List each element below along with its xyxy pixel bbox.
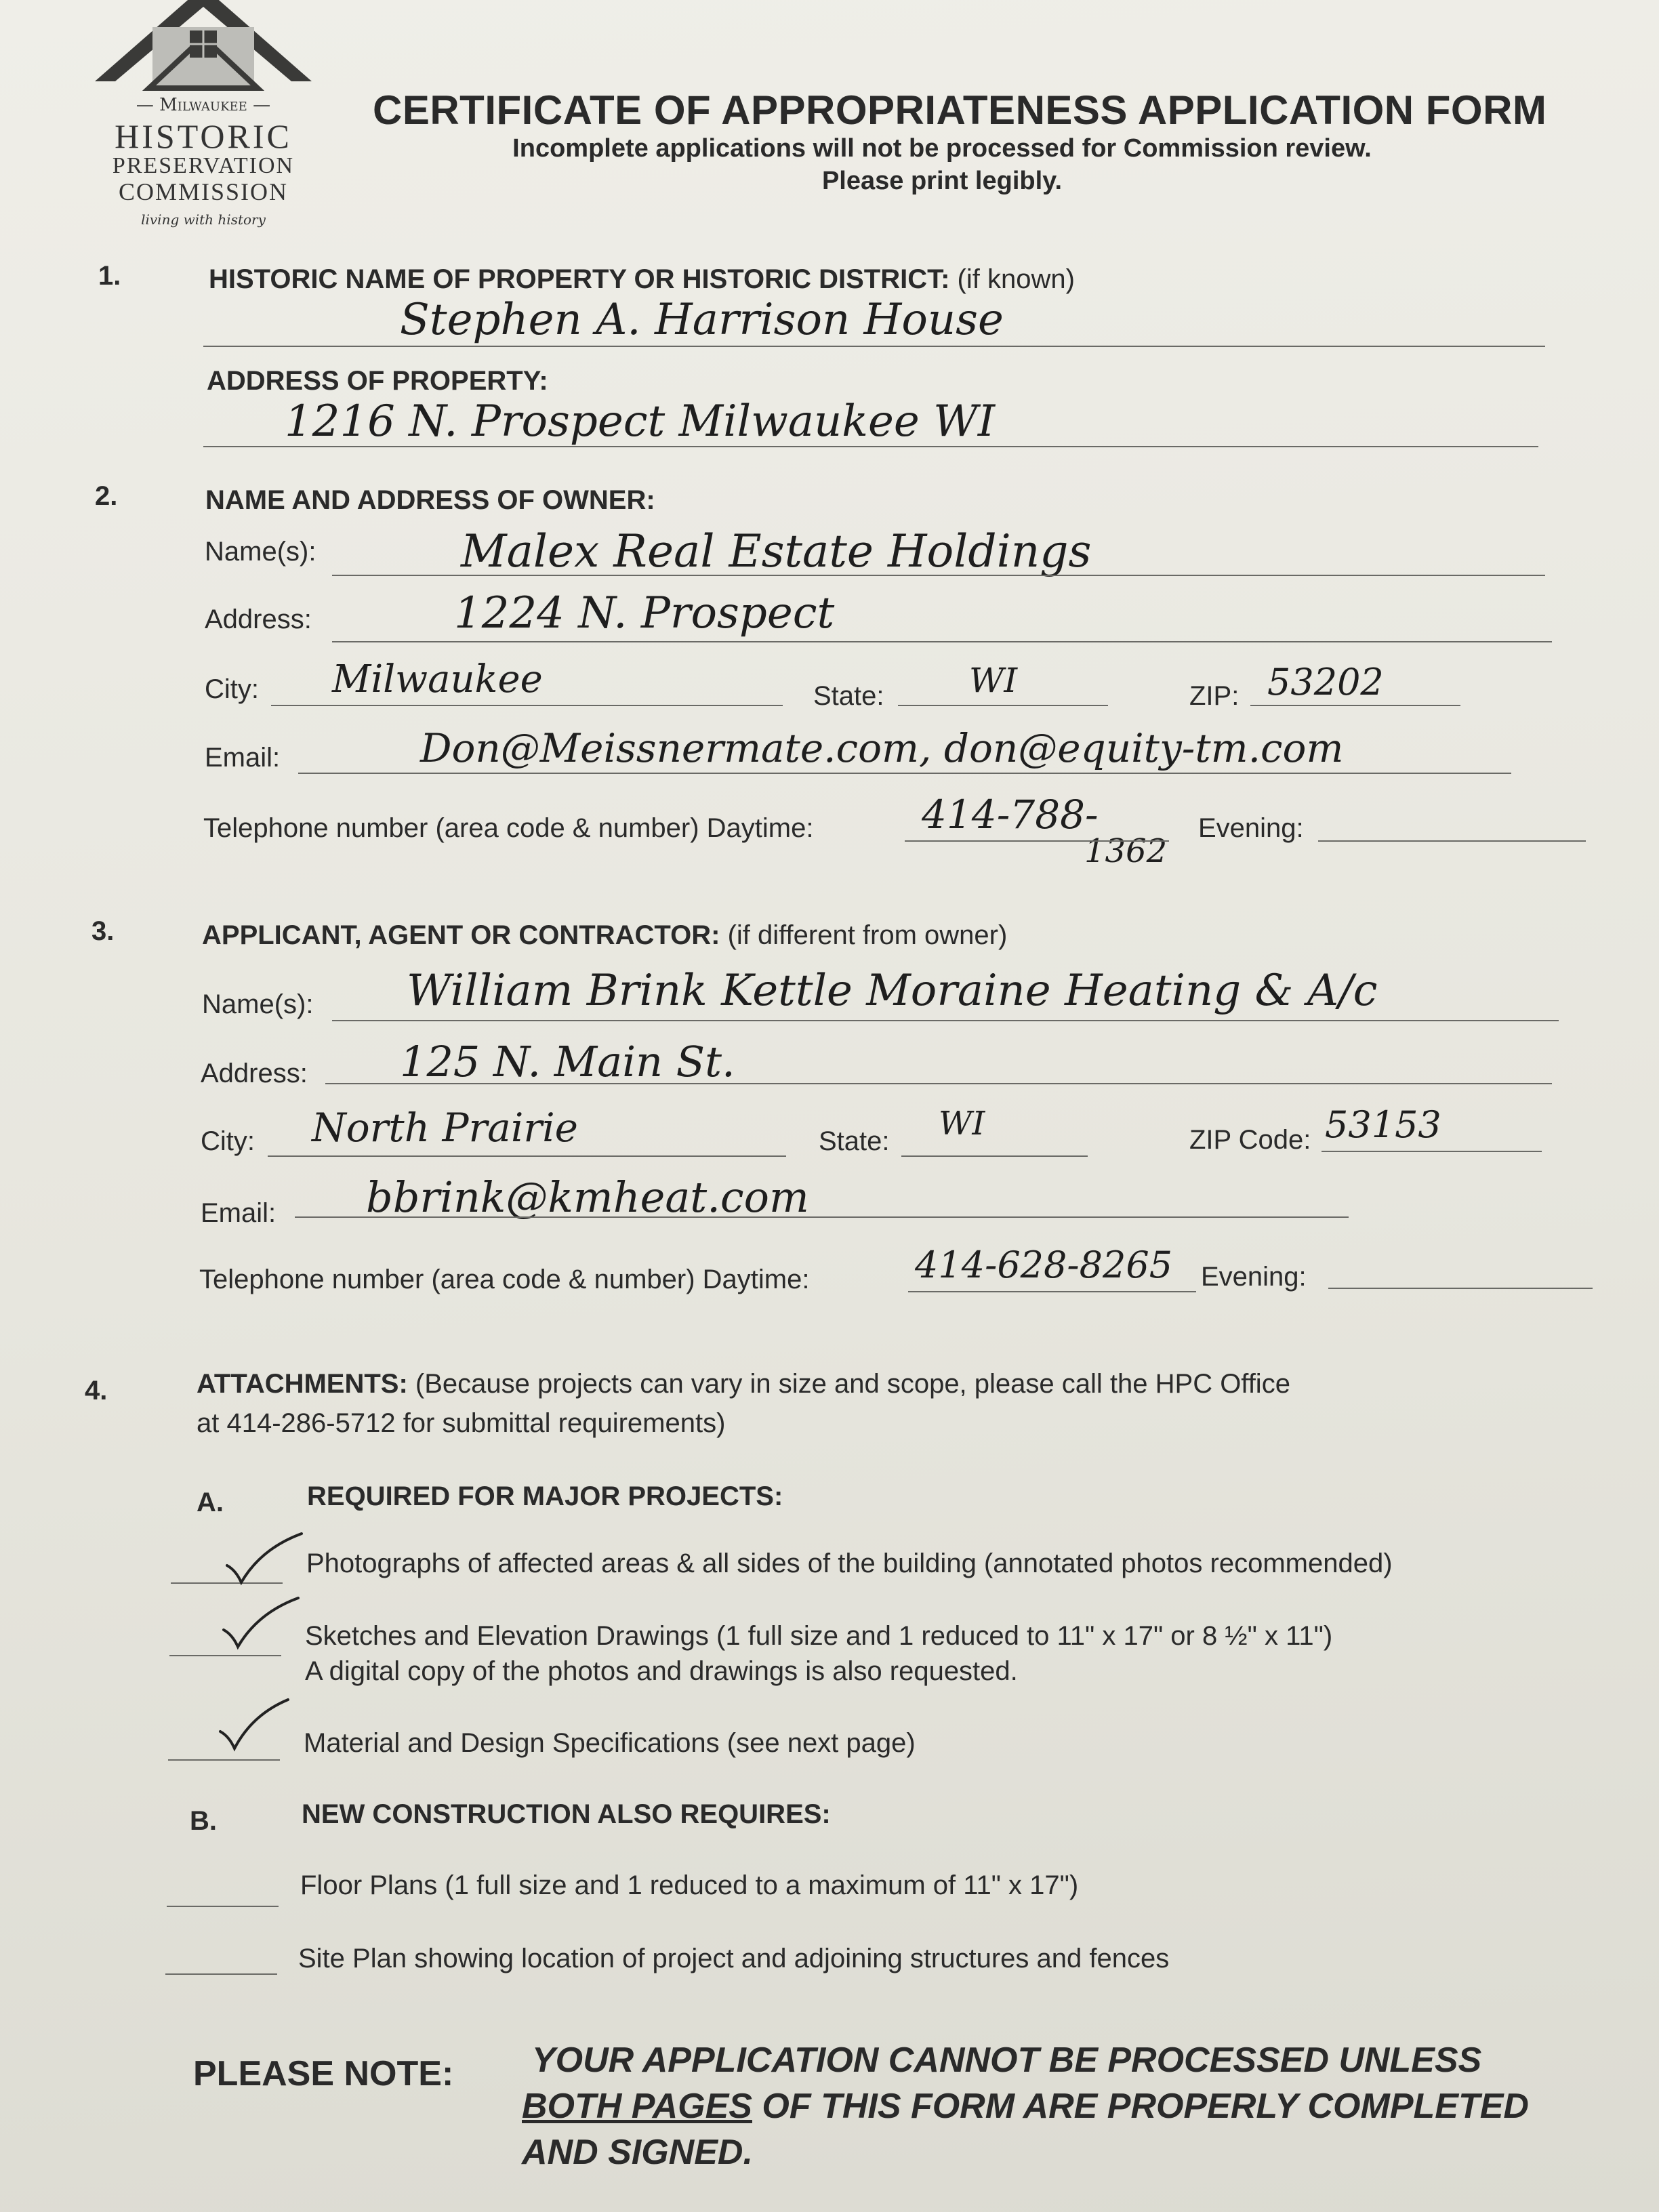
applicant-email-label: Email: [201, 1198, 276, 1228]
logo-city: — Milwaukee — [136, 95, 271, 115]
applicant-zip-line [1322, 1151, 1542, 1152]
owner-city-line [271, 705, 783, 706]
owner-name-label: Name(s): [205, 537, 316, 567]
owner-zip-label: ZIP: [1189, 681, 1240, 711]
owner-evening-line [1318, 840, 1586, 842]
applicant-phone-label: Telephone number (area code & number) Daytime: [199, 1265, 810, 1294]
applicant-name-value[interactable]: William Brink Kettle Moraine Heating & A/c [407, 966, 1378, 1016]
logo-historic: HISTORIC [115, 117, 292, 155]
applicant-phone-value[interactable]: 414-628-8265 [915, 1244, 1173, 1286]
property-address-label: ADDRESS OF PROPERTY: [207, 366, 548, 396]
owner-city-label: City: [205, 674, 259, 704]
photographs-item: Photographs of affected areas & all sides of the building (annotated photos recommended) [306, 1549, 1393, 1578]
section-2-number: 2. [95, 481, 118, 511]
part-a-heading: REQUIRED FOR MAJOR PROJECTS: [307, 1481, 783, 1511]
materials-check-icon [217, 1694, 291, 1755]
applicant-evening-line [1328, 1288, 1593, 1289]
form-subtitle-1: Incomplete applications will not be processed for Commission review. [512, 134, 1372, 163]
section-4-heading-text: ATTACHMENTS: [197, 1369, 408, 1399]
section-3-heading [202, 920, 1007, 951]
photographs-check-icon [224, 1528, 305, 1589]
part-b-letter: B. [190, 1806, 217, 1836]
owner-email-label: Email: [205, 743, 281, 773]
part-a-letter: A. [197, 1488, 224, 1517]
section-4-number: 4. [85, 1376, 108, 1406]
owner-email-value[interactable]: Don@Meissnermate.com, don@equity-tm.com [420, 725, 1344, 771]
owner-city-value[interactable]: Milwaukee [332, 657, 543, 701]
part-b-heading: NEW CONSTRUCTION ALSO REQUIRES: [302, 1799, 831, 1829]
applicant-phone-line [908, 1291, 1196, 1292]
floor-plans-blank[interactable] [167, 1906, 279, 1907]
logo-preservation: PRESERVATION [112, 153, 295, 178]
section-4-heading-note: (Because projects can vary in size and scope, please call the HPC Office [415, 1369, 1290, 1399]
sketches-check-icon [220, 1593, 302, 1654]
applicant-address-value[interactable]: 125 N. Main St. [400, 1037, 735, 1086]
section-1-heading [209, 264, 1075, 295]
owner-zip-line [1250, 705, 1460, 706]
sketches-item: Sketches and Elevation Drawings (1 full size and 1 reduced to 11" x 17" or 8 ½" x 11") [305, 1621, 1333, 1651]
please-note-line-3: AND SIGNED. [522, 2133, 753, 2172]
please-note-line-1: YOUR APPLICATION CANNOT BE PROCESSED UNLESS [532, 2041, 1482, 2080]
owner-email-line [298, 773, 1511, 774]
section-4-heading-note-2: at 414-286-5712 for submittal requirements) [197, 1408, 726, 1438]
applicant-city-label: City: [201, 1126, 255, 1156]
applicant-zip-value[interactable]: 53153 [1325, 1103, 1441, 1146]
section-1-heading-text: HISTORIC NAME OF PROPERTY OR HISTORIC DISTRICT: [209, 264, 950, 294]
materials-blank[interactable] [168, 1759, 280, 1761]
both-pages-emphasis: BOTH PAGES [522, 2087, 752, 2126]
applicant-address-line [325, 1083, 1552, 1084]
applicant-zip-label: ZIP Code: [1189, 1125, 1311, 1155]
applicant-email-value[interactable]: bbrink@kmheat.com [366, 1172, 809, 1222]
property-address-line [203, 446, 1538, 447]
logo-tagline: living with history [141, 211, 266, 228]
section-4-heading [197, 1369, 1290, 1399]
section-3-heading-note: (if different from owner) [727, 920, 1008, 950]
owner-phone-value[interactable]: 414-788- [922, 792, 1099, 838]
materials-item: Material and Design Specifications (see next page) [304, 1728, 916, 1758]
applicant-address-label: Address: [201, 1059, 308, 1088]
applicant-email-line [295, 1216, 1349, 1218]
owner-name-value[interactable]: Malex Real Estate Holdings [461, 525, 1092, 577]
property-address-value[interactable]: 1216 N. Prospect Milwaukee WI [285, 396, 996, 447]
house-roof-icon [88, 0, 319, 102]
section-1-number: 1. [98, 261, 121, 291]
site-plan-item: Site Plan showing location of project and adjoining structures and fences [298, 1944, 1170, 1973]
owner-state-line [898, 705, 1108, 706]
applicant-name-label: Name(s): [202, 989, 314, 1019]
logo-commission: COMMISSION [118, 178, 289, 205]
applicant-state-value[interactable]: WI [939, 1105, 985, 1143]
site-plan-blank[interactable] [165, 1973, 277, 1975]
please-note-label: PLEASE NOTE: [193, 2054, 454, 2093]
section-3-heading-text: APPLICANT, AGENT OR CONTRACTOR: [202, 920, 720, 950]
owner-phone-line [905, 840, 1169, 842]
section-3-number: 3. [91, 916, 115, 946]
owner-phone-value-cont[interactable]: 1362 [1084, 832, 1168, 870]
applicant-state-label: State: [819, 1126, 890, 1156]
applicant-city-line [268, 1155, 786, 1157]
section-2-heading: NAME AND ADDRESS OF OWNER: [205, 485, 655, 515]
floor-plans-item: Floor Plans (1 full size and 1 reduced to a maximum of 11" x 17") [300, 1870, 1079, 1900]
please-note-line-2 [522, 2086, 1529, 2127]
owner-phone-label: Telephone number (area code & number) Daytime: [203, 813, 814, 843]
owner-address-value[interactable]: 1224 N. Prospect [454, 588, 835, 638]
owner-zip-value[interactable]: 53202 [1267, 661, 1384, 703]
section-1-heading-note: (if known) [957, 264, 1075, 294]
form-title: CERTIFICATE OF APPROPRIATENESS APPLICATION FORM [373, 87, 1547, 133]
form-subtitle-2: Please print legibly. [821, 167, 1063, 195]
owner-state-label: State: [813, 681, 884, 711]
applicant-name-line [332, 1020, 1559, 1021]
applicant-city-value[interactable]: North Prairie [312, 1105, 578, 1151]
applicant-evening-label: Evening: [1201, 1262, 1307, 1292]
owner-address-line [332, 641, 1552, 642]
sketches-blank[interactable] [169, 1655, 281, 1656]
owner-address-label: Address: [205, 605, 312, 634]
historic-name-value[interactable]: Stephen A. Harrison House [400, 295, 1004, 345]
owner-state-value[interactable]: WI [969, 661, 1018, 700]
sketches-item-note: A digital copy of the photos and drawings is also requested. [305, 1656, 1018, 1686]
hpc-logo [88, 0, 319, 244]
owner-evening-label: Evening: [1198, 813, 1304, 843]
applicant-state-line [901, 1155, 1088, 1157]
historic-name-line [203, 346, 1545, 347]
please-note-line-2-rest: OF THIS FORM ARE PROPERLY COMPLETED [752, 2087, 1529, 2126]
owner-name-line [332, 575, 1545, 576]
